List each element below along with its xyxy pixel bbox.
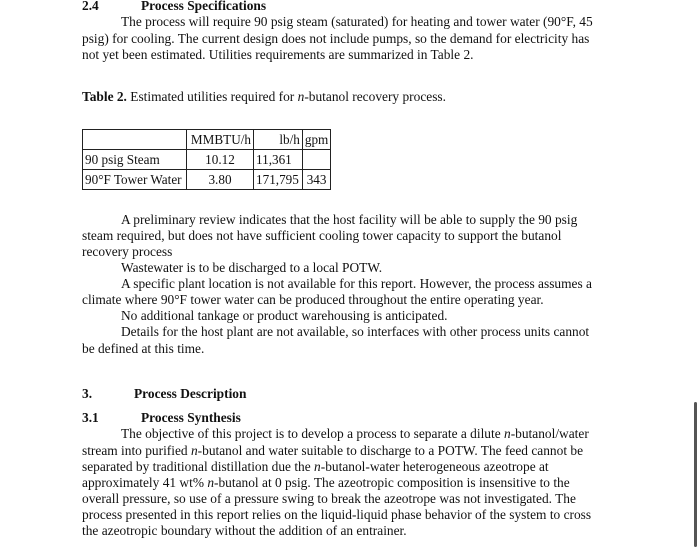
review-line-3: recovery process	[82, 244, 173, 259]
table-cell: 90 psig Steam	[83, 150, 187, 170]
section-3-1-number: 3.1	[82, 410, 99, 425]
section-2-4-line-3: not yet been estimated. Utilities requirements are summarized in Table 2.	[82, 47, 474, 62]
synthesis-line-5: overall pressure, so use of a pressure swing to break the azeotrope was not investigated. The	[82, 491, 576, 506]
table-cell	[302, 150, 330, 170]
table-cell: 343	[302, 170, 330, 190]
table-header-cell: MMBTU/h	[187, 130, 254, 150]
synthesis-line-3: separated by traditional distillation due the n-butanol-water heterogeneous azeotrope at	[82, 459, 549, 474]
utilities-table	[82, 129, 331, 190]
details-line-1: Details for the host plant are not available, so interfaces with other process units cannot	[121, 324, 590, 339]
table-cell: 11,361	[254, 150, 303, 170]
table-row	[83, 150, 331, 170]
table-2-caption-label: Table 2.	[82, 89, 127, 104]
section-3-title: Process Description	[134, 386, 247, 401]
vertical-scrollbar[interactable]	[694, 402, 697, 547]
table-header-cell	[83, 130, 187, 150]
review-line-2: steam required, but does not have sufficient cooling tower capacity to support the butanol	[82, 228, 562, 243]
table-cell: 3.80	[187, 170, 254, 190]
table-2-caption	[82, 89, 446, 105]
wastewater-line: Wastewater is to be discharged to a local POTW.	[121, 260, 383, 275]
table-row	[83, 170, 331, 190]
section-3-number: 3.	[82, 386, 93, 401]
table-cell: 90°F Tower Water	[83, 170, 187, 190]
review-line-1: A preliminary review indicates that the host facility will be able to supply the 90 psig	[121, 212, 578, 227]
synthesis-line-6: process presented in this report relies on the liquid-liquid phase behavior of the system to cross	[82, 507, 592, 522]
synthesis-line-4: approximately 41 wt% n-butanol at 0 psig. The azeotropic composition is insensitive to the	[82, 475, 570, 490]
table-header-row	[83, 130, 331, 150]
table-header-cell: lb/h	[254, 130, 303, 150]
section-2-4-title: Process Specifications	[141, 0, 267, 13]
synthesis-line-7: the azeotropic boundary without the addition of an entrainer.	[82, 523, 407, 538]
section-3-1-title: Process Synthesis	[141, 410, 241, 425]
table-2-caption-text: Estimated utilities required for n-butanol recovery process.	[130, 89, 446, 104]
location-line-2: climate where 90°F tower water can be produced throughout the entire operating year.	[82, 292, 544, 307]
section-2-4-line-1: The process will require 90 psig steam (saturated) for heating and tower water (90°F, 45	[121, 14, 593, 29]
table-header-cell: gpm	[302, 130, 330, 150]
synthesis-line-1: The objective of this project is to develop a process to separate a dilute n-butanol/water	[121, 426, 589, 441]
table-cell: 171,795	[254, 170, 303, 190]
location-line-1: A specific plant location is not available for this report. However, the process assumes a	[121, 276, 592, 291]
section-2-4-line-2: psig) for cooling. The current design does not include pumps, so the demand for electricity has	[82, 31, 590, 46]
tankage-line: No additional tankage or product warehousing is anticipated.	[121, 308, 448, 323]
section-2-4-number: 2.4	[82, 0, 99, 13]
synthesis-line-2: stream into purified n-butanol and water suitable to discharge to a POTW. The feed cannot be	[82, 443, 584, 458]
details-line-2: be defined at this time.	[82, 341, 205, 356]
table-cell: 10.12	[187, 150, 254, 170]
